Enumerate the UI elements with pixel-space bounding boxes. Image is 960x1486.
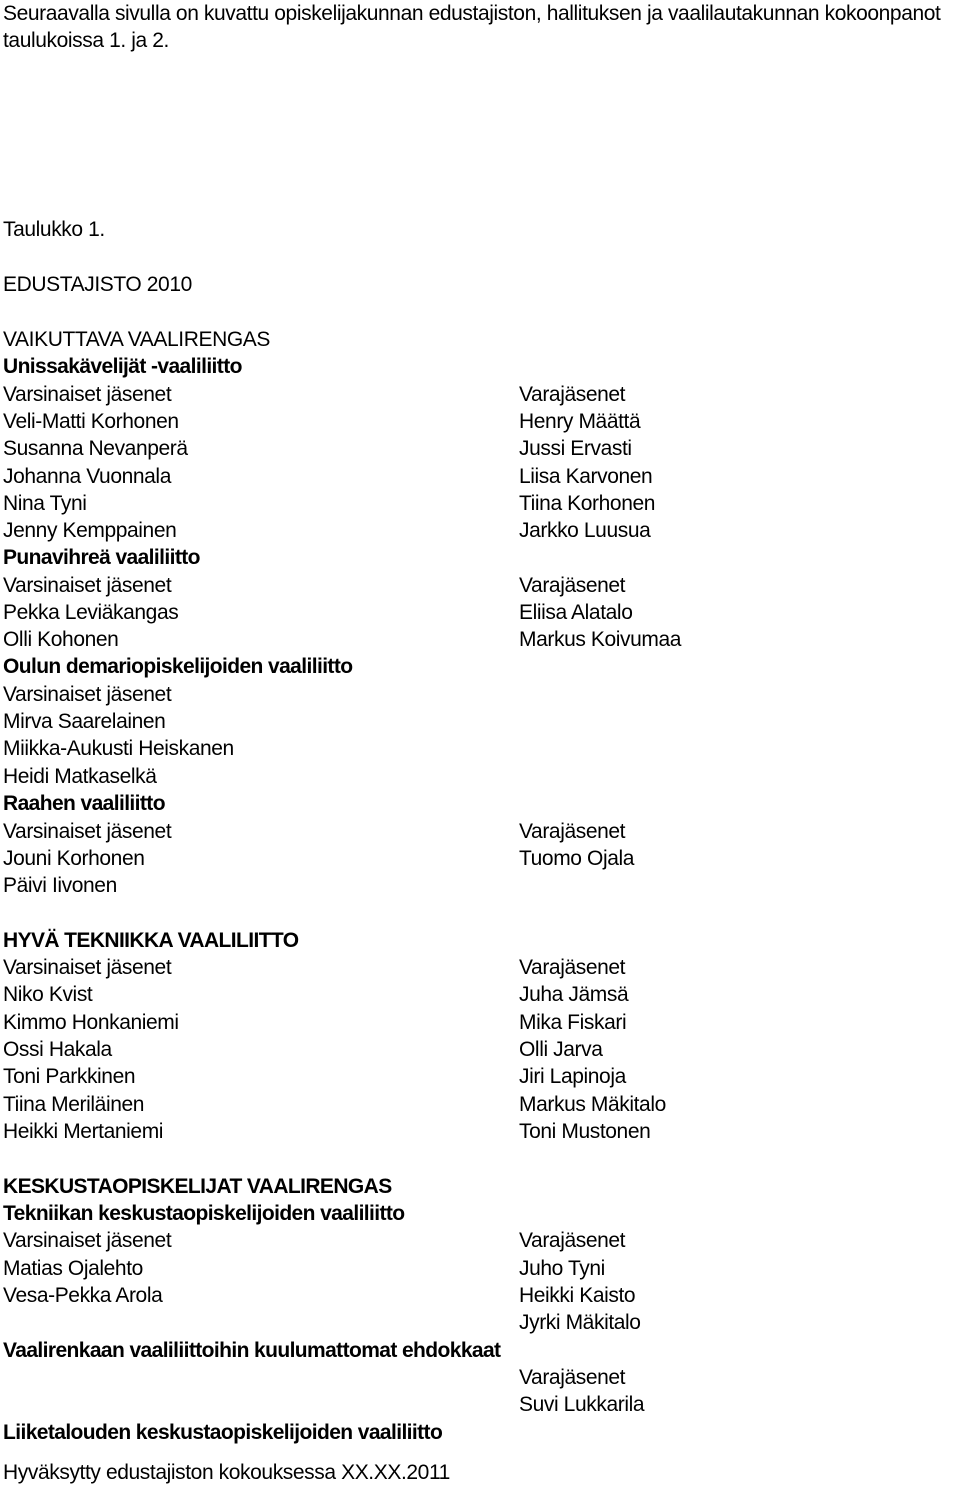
members-heading-tekniikan: Varsinaiset jäsenet <box>3 1229 172 1252</box>
ring-title-keskusta: KESKUSTAOPISKELIJAT VAALIRENGAS <box>3 1175 392 1198</box>
alliance-oulun: Oulun demariopiskelijoiden vaaliliitto <box>3 655 353 678</box>
deputy-hyva-5: Markus Mäkitalo <box>519 1093 666 1116</box>
deputy-unissa-1: Henry Määttä <box>519 410 641 433</box>
deputy-tekniikan-3: Jyrki Mäkitalo <box>519 1311 641 1334</box>
deputy-unissa-4: Tiina Korhonen <box>519 492 656 515</box>
deputies-heading-punavihrea: Varajäsenet <box>519 574 626 597</box>
alliance-unissa: Unissakävelijät -vaaliliitto <box>3 355 242 378</box>
member-hyva-3: Ossi Hakala <box>3 1038 112 1061</box>
deputy-raahen-1: Tuomo Ojala <box>519 847 635 870</box>
deputies-heading-ulkopuoliset: Varajäsenet <box>519 1366 626 1389</box>
member-punavihrea-1: Pekka Leviäkangas <box>3 601 179 624</box>
deputy-hyva-1: Juha Jämsä <box>519 983 629 1006</box>
table-label: Taulukko 1. <box>3 218 105 241</box>
deputies-heading-hyva: Varajäsenet <box>519 956 626 979</box>
members-heading-unissa: Varsinaiset jäsenet <box>3 383 172 406</box>
deputies-heading-unissa: Varajäsenet <box>519 383 626 406</box>
member-oulun-1: Mirva Saarelainen <box>3 710 166 733</box>
footer-approval: Hyväksytty edustajiston kokouksessa XX.XX.2011 <box>3 1461 450 1484</box>
member-hyva-2: Kimmo Honkaniemi <box>3 1011 179 1034</box>
alliance-tekniikan: Tekniikan keskustaopiskelijoiden vaaliliitto <box>3 1202 405 1225</box>
alliance-ulkopuoliset: Vaalirenkaan vaaliliittoihin kuulumattomat ehdokkaat <box>3 1339 501 1362</box>
ring-title-vaikuttava: VAIKUTTAVA VAALIRENGAS <box>3 328 270 351</box>
members-heading-oulun: Varsinaiset jäsenet <box>3 683 172 706</box>
member-unissa-2: Susanna Nevanperä <box>3 437 188 460</box>
intro-paragraph: Seuraavalla sivulla on kuvattu opiskelijakunnan edustajiston, hallituksen ja vaalilautakunnan kokoonpanot taulukoissa 1. ja 2. <box>3 2 941 52</box>
deputy-tekniikan-1: Juho Tyni <box>519 1257 605 1280</box>
deputy-unissa-5: Jarkko Luusua <box>519 519 651 542</box>
deputy-hyva-6: Toni Mustonen <box>519 1120 651 1143</box>
deputy-hyva-3: Olli Jarva <box>519 1038 603 1061</box>
deputy-unissa-2: Jussi Ervasti <box>519 437 632 460</box>
members-heading-punavihrea: Varsinaiset jäsenet <box>3 574 172 597</box>
deputy-hyva-4: Jiri Lapinoja <box>519 1065 626 1088</box>
member-raahen-2: Päivi Iivonen <box>3 874 117 897</box>
deputy-punavihrea-2: Markus Koivumaa <box>519 628 682 651</box>
member-punavihrea-2: Olli Kohonen <box>3 628 119 651</box>
alliance-hyva: HYVÄ TEKNIIKKA VAALILIITTO <box>3 929 299 952</box>
deputy-ulkopuoliset-1: Suvi Lukkarila <box>519 1393 645 1416</box>
member-hyva-4: Toni Parkkinen <box>3 1065 136 1088</box>
deputy-hyva-2: Mika Fiskari <box>519 1011 627 1034</box>
deputies-heading-raahen: Varajäsenet <box>519 820 626 843</box>
member-hyva-6: Heikki Mertaniemi <box>3 1120 164 1143</box>
member-hyva-1: Niko Kvist <box>3 983 93 1006</box>
alliance-raahen: Raahen vaaliliitto <box>3 792 165 815</box>
alliance-punavihrea: Punavihreä vaaliliitto <box>3 546 200 569</box>
member-hyva-5: Tiina Meriläinen <box>3 1093 145 1116</box>
deputy-unissa-3: Liisa Karvonen <box>519 465 653 488</box>
members-heading-raahen: Varsinaiset jäsenet <box>3 820 172 843</box>
member-unissa-1: Veli-Matti Korhonen <box>3 410 179 433</box>
member-oulun-3: Heidi Matkaselkä <box>3 765 157 788</box>
deputy-tekniikan-2: Heikki Kaisto <box>519 1284 636 1307</box>
member-tekniikan-2: Vesa-Pekka Arola <box>3 1284 163 1307</box>
member-unissa-3: Johanna Vuonnala <box>3 465 171 488</box>
member-unissa-4: Nina Tyni <box>3 492 87 515</box>
deputy-punavihrea-1: Eliisa Alatalo <box>519 601 633 624</box>
members-heading-hyva: Varsinaiset jäsenet <box>3 956 172 979</box>
member-unissa-5: Jenny Kemppainen <box>3 519 177 542</box>
member-tekniikan-1: Matias Ojalehto <box>3 1257 143 1280</box>
member-raahen-1: Jouni Korhonen <box>3 847 145 870</box>
main-title: EDUSTAJISTO 2010 <box>3 273 192 296</box>
member-oulun-2: Miikka-Aukusti Heiskanen <box>3 737 234 760</box>
deputies-heading-tekniikan: Varajäsenet <box>519 1229 626 1252</box>
alliance-liiketalouden: Liiketalouden keskustaopiskelijoiden vaaliliitto <box>3 1421 443 1444</box>
